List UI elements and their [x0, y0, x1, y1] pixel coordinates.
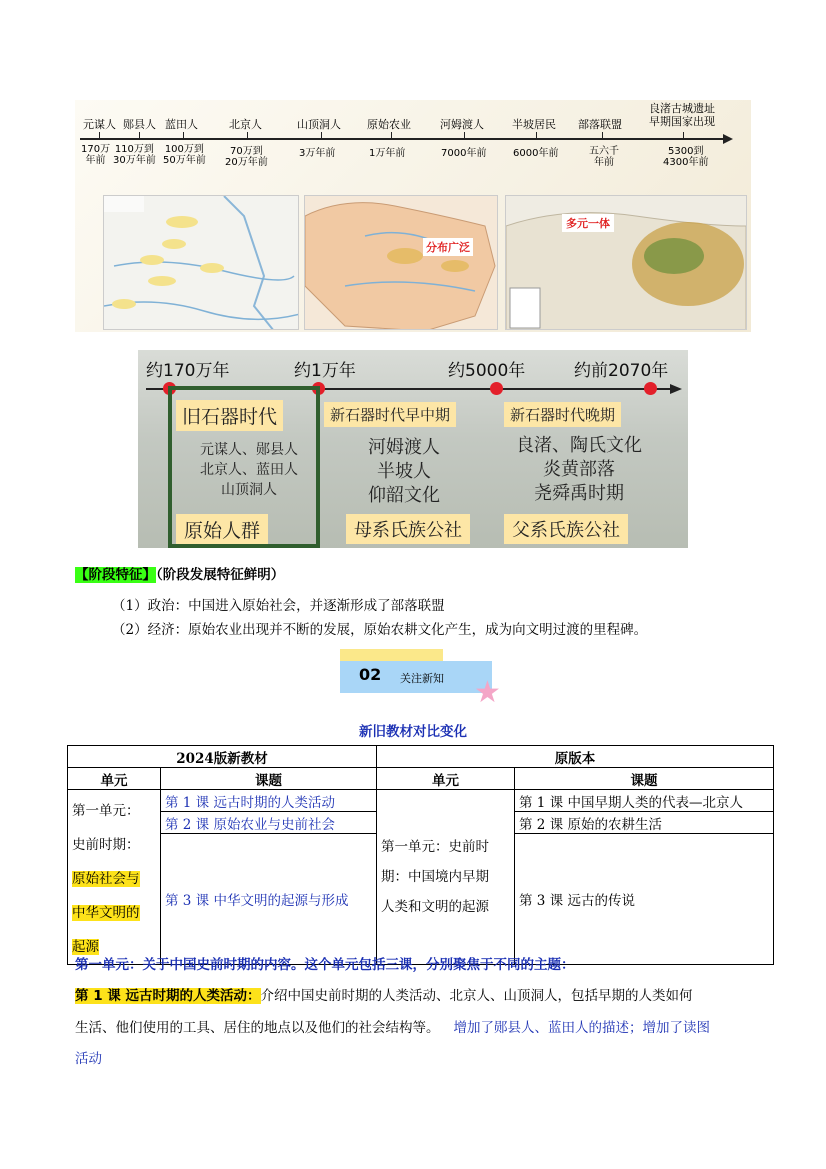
tick	[247, 132, 248, 139]
timeline-label: 原始农业	[367, 118, 411, 131]
timeline-date: 五六千 年前	[589, 146, 619, 168]
tick	[391, 132, 392, 139]
tick	[99, 132, 100, 139]
lesson1-paragraph	[75, 984, 693, 1004]
prehistory-timeline-figure	[75, 100, 751, 332]
unit-text: 人类和文明的起源	[381, 899, 489, 915]
tick	[536, 132, 537, 139]
col-unit: 单元	[68, 768, 161, 790]
old-lesson-cell: 第 3 课 远古的传说	[515, 834, 774, 965]
period-foot: 父系氏族公社	[504, 514, 628, 544]
timeline-date: 6000年前	[513, 148, 559, 159]
timeline-label: 元谋人	[83, 118, 116, 131]
unit-text: 期：中国境内早期	[381, 869, 489, 885]
prehistory-period-figure	[138, 350, 688, 548]
period-arrow	[670, 384, 682, 394]
timeline-label: 北京人	[229, 118, 262, 131]
period-body: 河姆渡人 半坡人 仰韶文化	[368, 437, 440, 506]
new-lesson-cell: 第 1 课 远古时期的人类活动	[161, 790, 377, 812]
comparison-table	[67, 745, 774, 965]
tick	[321, 132, 322, 139]
feature-economy: （2）经济：原始农业出现并不断的发展，原始农耕文化产生，成为向文明过渡的里程碑。	[112, 622, 648, 638]
period-head: 新石器时代早中期	[324, 402, 456, 427]
unit-text: 史前时期：	[72, 837, 140, 853]
period-mark: 约5000年	[448, 361, 526, 381]
section-heading: 新旧教材对比变化	[359, 724, 467, 740]
timeline-date: 70万到 20万年前	[225, 146, 268, 168]
timeline-label: 蓝田人	[165, 118, 198, 131]
new-lesson-cell: 第 2 课 原始农业与史前社会	[161, 812, 377, 834]
lesson1-title: 第 1 课 远古时期的人类活动：	[75, 988, 261, 1004]
tick	[464, 132, 465, 139]
map-drawing	[506, 196, 747, 330]
lesson1-change-cont: 活动	[75, 1051, 102, 1067]
period-mark: 约1万年	[294, 361, 356, 381]
timeline-arrow	[723, 134, 733, 144]
lesson1-text: 介绍中国史前时期的人类活动、北京人、山顶洞人，包括早期的人类如何	[260, 988, 693, 1004]
unit-summary: 第一单元：关于中国史前时期的内容。这个单元包括三课，分别聚焦于不同的主题：	[75, 957, 575, 973]
unit-text: 原始社会与	[72, 871, 140, 887]
period-foot: 母系氏族公社	[346, 514, 470, 544]
timeline-label: 部落联盟	[578, 118, 622, 131]
map-caption: 分布广泛	[423, 238, 473, 256]
unit-text: 第一单元：	[72, 803, 140, 819]
stage-feature-title	[75, 563, 284, 583]
period-body: 良渚、陶氏文化 炎黄部落 尧舜禹时期	[516, 435, 642, 504]
col-unit: 单元	[377, 768, 515, 790]
timeline-label: 半坡居民	[512, 118, 556, 131]
stage-feature-tag: 【阶段特征】	[75, 567, 156, 583]
timeline-label: 山顶洞人	[297, 118, 341, 131]
period-body: 元谋人、郧县人 北京人、蓝田人 山顶洞人	[200, 442, 298, 498]
tick	[139, 132, 140, 139]
timeline-label: 良渚古城遗址 早期国家出现	[649, 102, 715, 128]
timeline-date: 110万到 30万年前	[113, 144, 156, 166]
timeline-label: 郧县人	[123, 118, 156, 131]
period-dot	[644, 382, 657, 395]
old-lesson-cell: 第 1 课 中国早期人类的代表—北京人	[515, 790, 774, 812]
stage-feature-note: （阶段发展特征鲜明）	[156, 567, 285, 583]
timeline-date: 5300到 4300年前	[663, 146, 709, 168]
star-icon: ★	[474, 675, 501, 710]
highlight-frame	[168, 386, 320, 548]
lesson1-paragraph-line2	[75, 1016, 710, 1036]
lesson1-text: 生活、他们使用的工具、居住的地点以及他们的社会结构等。	[75, 1020, 440, 1036]
map-image-diversity	[505, 195, 747, 330]
map-drawing	[305, 196, 498, 330]
unit-text: 中华文明的	[72, 905, 140, 921]
new-edition-header: 2024版新教材	[68, 746, 377, 768]
map-image-sites	[103, 195, 299, 330]
period-foot: 原始人群	[176, 514, 268, 545]
old-edition-header: 原版本	[377, 746, 774, 768]
map-image-distribution	[304, 195, 498, 330]
lesson1-change: 增加了郧县人、蓝田人的描述；增加了读图	[453, 1020, 710, 1036]
unit-text: 起源	[72, 939, 99, 955]
period-head: 新石器时代晚期	[504, 402, 621, 427]
map-caption: 多元一体	[562, 214, 614, 232]
tick	[602, 132, 603, 139]
old-unit-cell	[377, 790, 515, 965]
new-lesson-cell: 第 3 课 中华文明的起源与形成	[161, 834, 377, 965]
tick	[183, 132, 184, 139]
timeline-date: 1万年前	[369, 148, 406, 159]
timeline-date: 7000年前	[441, 148, 487, 159]
timeline-label: 河姆渡人	[440, 118, 484, 131]
unit-text: 第一单元：史前时	[381, 839, 489, 855]
badge-text: 关注新知	[400, 672, 444, 685]
timeline-date: 170万 年前	[81, 144, 111, 166]
period-head: 旧石器时代	[176, 400, 283, 431]
map-drawing	[104, 196, 299, 330]
col-topic: 课题	[515, 768, 774, 790]
new-unit-cell	[68, 790, 161, 965]
feature-politics: （1）政治：中国进入原始社会，并逐渐形成了部落联盟	[112, 598, 445, 614]
badge-number: 02	[359, 665, 382, 684]
timeline-axis	[80, 138, 725, 140]
period-mark: 约170万年	[146, 361, 230, 381]
timeline-date: 100万到 50万年前	[163, 144, 206, 166]
timeline-date: 3万年前	[299, 148, 336, 159]
period-mark: 约前2070年	[574, 361, 669, 381]
tick	[683, 132, 684, 139]
col-topic: 课题	[161, 768, 377, 790]
period-dot	[490, 382, 503, 395]
old-lesson-cell: 第 2 课 原始的农耕生活	[515, 812, 774, 834]
